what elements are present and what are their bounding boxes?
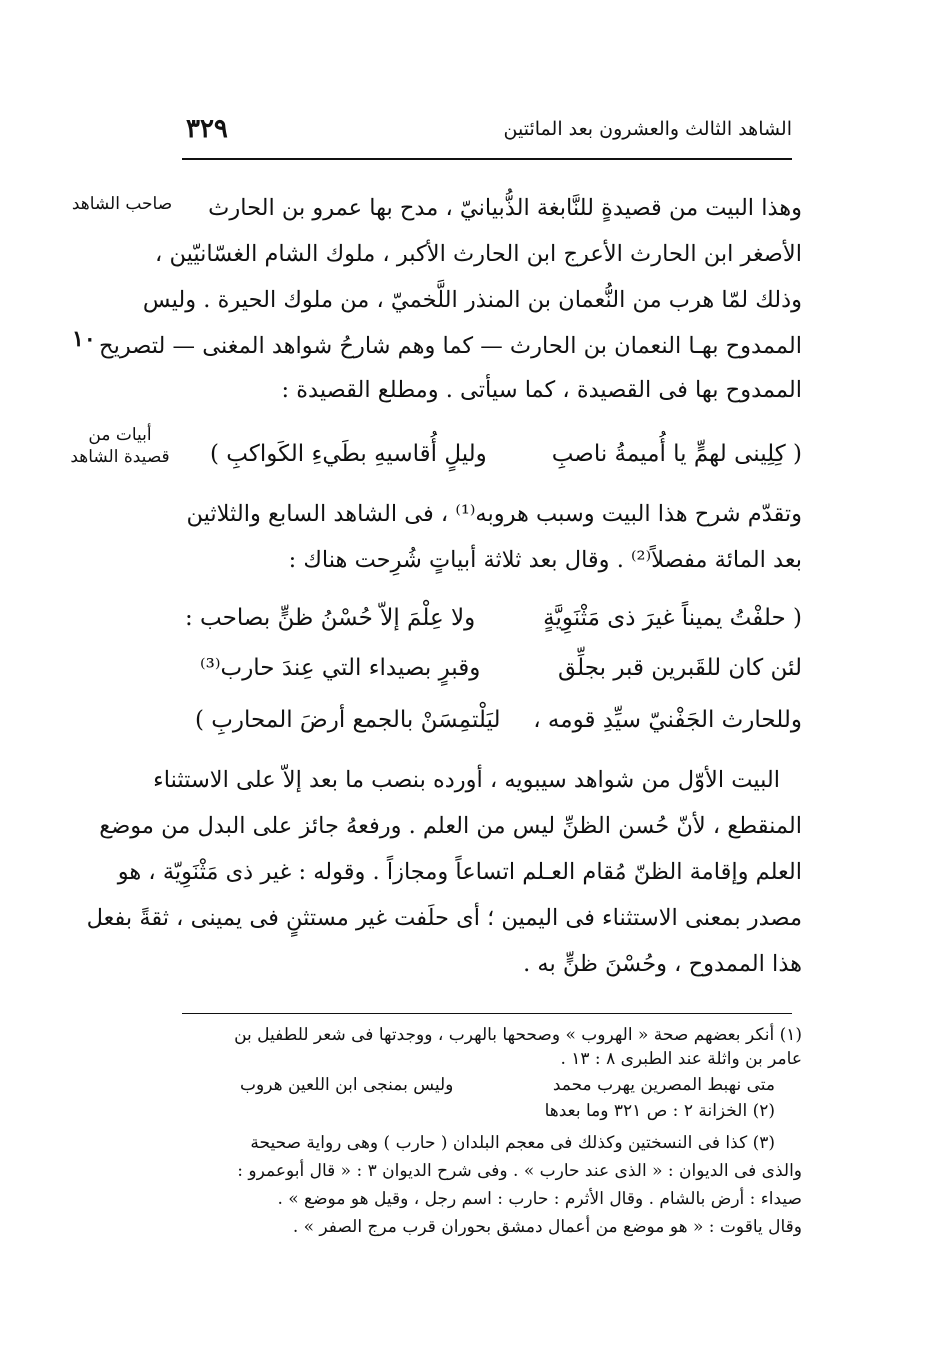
body-line: وهذا البيت من قصيدةٍ للنَّابغة الذُّبيانيّ ، مدح بها عمرو بن الحارث (208, 195, 802, 221)
verse-first-hemistich: وللحارث الجَفْنيّ سيِّدِ قومه ، (533, 707, 802, 733)
body-line: الممدوح بهـا النعمان بن الحارث — كما وهم شارحُ شواهد المغنى — لتصريح (99, 333, 802, 359)
body-line: هذا الممدوح ، وحُسْنَ ظنٍّ به . (523, 951, 802, 977)
body-line: وتقدّم شرح هذا البيت وسبب هروبه⁽¹⁾ ، فى الشاهد السابع والثلاثين (186, 501, 802, 527)
body-line: الأصغر ابن الحارث الأعرج ابن الحارث الأكبر ، ملوك الشام الغسّانيّين ، (155, 241, 802, 267)
margin-note-author (60, 193, 184, 215)
header-rule (182, 158, 792, 160)
footnote-1-continued: عامر بن واثلة عند الطبرى ٨ : ١٣ . (560, 1049, 802, 1069)
verse-second-hemistich: ولا عِلْمَ إلاّ حُسْنُ ظنٍّ بصاحب : (185, 605, 476, 631)
page-number: ٣٢٩ (186, 114, 228, 144)
footnote-2: (٢) الخزانة ٢ : ص ٣٢١ وما بعدها (544, 1101, 775, 1121)
verse-first-hemistich: لئن كان للقَبرين قبر بجلِّق (557, 655, 802, 681)
verse-first-hemistich: متى نهبط المصرين يهرب محمد (552, 1075, 775, 1095)
footnote-3: (٣) كذا فى النسختين وكذلك فى معجم البلدان ( حارب ) وهى رواية صحيحة (250, 1133, 775, 1153)
verse-second-hemistich: وقبرٍ بصيداء التي عِندَ حارب⁽³⁾ (200, 655, 481, 681)
body-line: العلم وإقامة الظنّ مُقام العـلم اتساعاً ومجازاً . وقوله : غير ذى مَثْنَوِيّة ، هو (117, 859, 802, 885)
footnote-1: (١) أنكر بعضهم صحة « الهروب » وصححها بالهرب ، ووجدتها فى شعر للطفيل بن (234, 1025, 802, 1045)
footnote-3-continued: والذى فى الديوان : « الذى عند حارب » . وفى شرح الديوان ٣ : « قال أبوعمرو : (237, 1161, 802, 1181)
verse-first-hemistich: ( كِلِينى لهمٍّ يا أُميمةُ ناصبِ (551, 441, 802, 467)
body-line: الممدوح بها فى القصيدة ، كما سيأتى . ومطلع القصيدة : (281, 377, 802, 403)
verse-second-hemistich: وليلٍ أُقاسيهِ بطَيءِ الكَواكبِ ) (210, 441, 487, 467)
footnote-3-continued: وقال ياقوت : « هو موضع من أعمال دمشق بحوران قرب مرج الصفر » . (292, 1217, 802, 1237)
body-line: بعد المائة مفصلاً⁽²⁾ . وقال بعد ثلاثة أبياتٍ شُرِحت هناك : (288, 547, 802, 573)
body-line: وذلك لمّا هرب من النُّعمان بن المنذر اللَّخميّ ، من ملوك الحيرة . وليس (142, 287, 802, 313)
body-line: مصدر بمعنى الاستثناء فى اليمين ؛ أى حلَفت غير مستثنٍ فى يمينى ، ثقةً بفعل (86, 905, 802, 931)
verse-second-hemistich: ليَلْتمِسَنْ بالجمع أرضَ المحاربِ ) (195, 707, 501, 733)
margin-note-verses-line2: قصيدة الشاهد (70, 447, 170, 467)
margin-note-verses (58, 424, 182, 468)
verse-second-hemistich: وليس بمنجى ابن اللعين هروب (240, 1075, 454, 1095)
footnote-3-continued: صيداء : أرض بالشام . وقال الأثرم : حارب : اسم رجل ، وقيل هو موضع » . (277, 1189, 802, 1209)
running-header-title: الشاهد الثالث والعشرون بعد المائتين (503, 118, 792, 140)
footnote-rule (182, 1013, 792, 1014)
margin-line-number: ١٠ (72, 326, 96, 352)
body-line: المنقطع ، لأنّ حُسن الظنِّ ليس من العلم . ورفعهُ جائز على البدل من موضع (99, 813, 802, 839)
body-line: البيت الأوّل من شواهد سيبويه ، أورده بنصب ما بعد إلاّ على الاستثناء (153, 767, 780, 793)
margin-note-author-label: صاحب الشاهد (71, 194, 173, 214)
margin-note-verses-line1: أبيات من (88, 425, 152, 445)
running-header (180, 114, 792, 158)
verse-first-hemistich: ( حلفْتُ يميناً غيرَ ذى مَثْنَوِيَّةٍ (543, 605, 802, 631)
